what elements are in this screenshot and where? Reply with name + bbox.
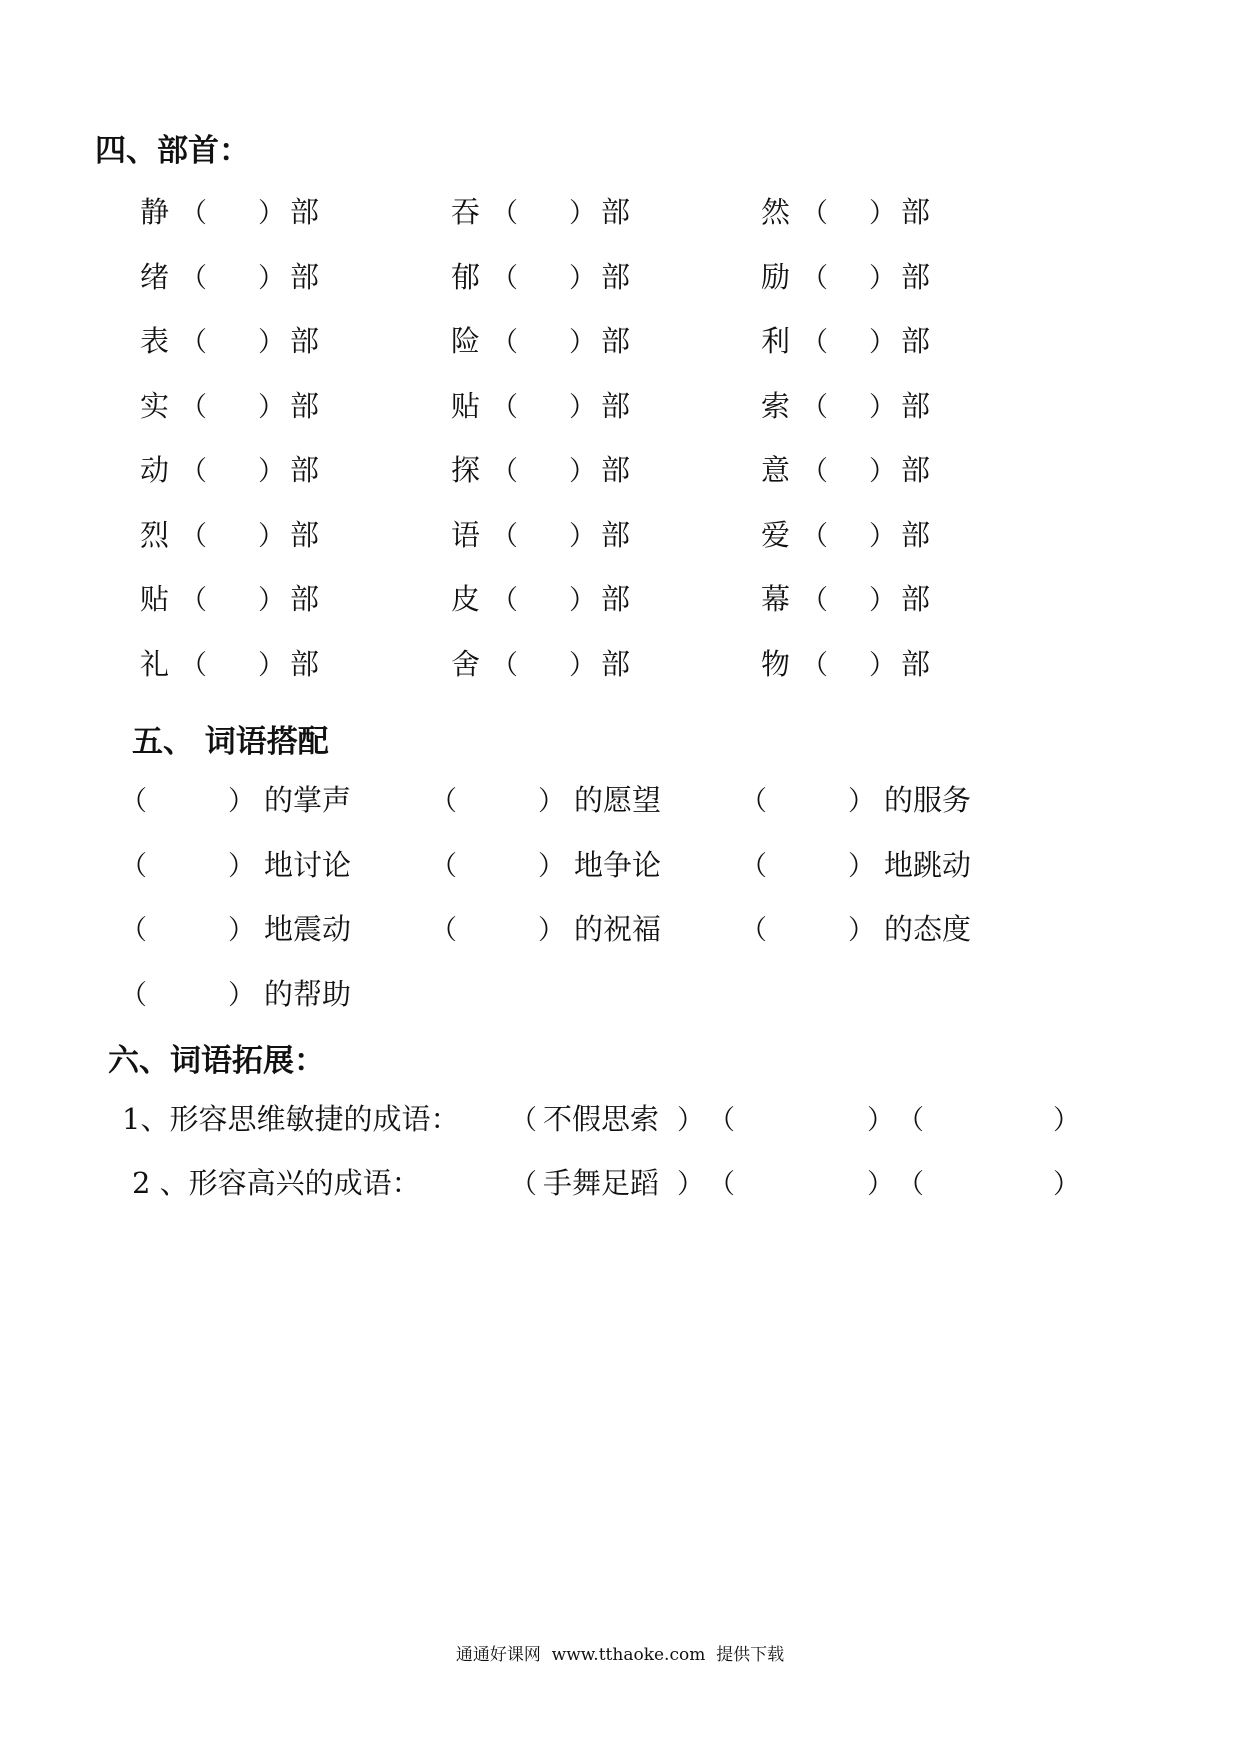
blank-open-paren: （ (801, 521, 828, 552)
section-4-heading: 四、部首： (95, 133, 250, 169)
page-footer: 通通好课网 www.tthaoke.com 提供下载 (455, 1645, 785, 1665)
blank-open-paren: （ (510, 1105, 537, 1136)
blank-close-paren: ） (569, 327, 596, 358)
blank-open-paren: （ (180, 650, 207, 681)
section-5-heading: 五、 词语搭配 (132, 724, 329, 760)
blank-open-paren: （ (510, 1169, 537, 1200)
blank-close-paren: ） (867, 1105, 894, 1136)
radical-suffix: 部 (290, 324, 320, 358)
blank-close-paren: ） (677, 1105, 704, 1136)
blank-close-paren: ） (258, 456, 285, 487)
radical-char: 语 (451, 518, 481, 552)
blank-open-paren: （ (491, 327, 518, 358)
blank-open-paren: （ (897, 1105, 924, 1136)
blank-close-paren: ） (258, 585, 285, 616)
blank-open-paren: （ (430, 915, 457, 946)
blank-close-paren: ） (848, 851, 875, 882)
match-word: 的帮助 (264, 977, 352, 1011)
radical-char: 绪 (140, 260, 170, 294)
blank-open-paren: （ (708, 1169, 735, 1200)
blank-open-paren: （ (430, 851, 457, 882)
radical-suffix: 部 (290, 647, 320, 681)
radical-char: 爱 (761, 518, 791, 552)
blank-open-paren: （ (740, 915, 767, 946)
idiom-label: 1、形容思维敏捷的成语： (122, 1102, 460, 1136)
blank-close-paren: ） (258, 198, 285, 229)
blank-close-paren: ） (869, 198, 896, 229)
radical-char: 郁 (451, 260, 481, 294)
match-word: 的掌声 (264, 783, 352, 817)
radical-suffix: 部 (290, 453, 320, 487)
radical-char: 贴 (140, 582, 170, 616)
radical-suffix: 部 (601, 453, 631, 487)
blank-close-paren: ） (569, 392, 596, 423)
blank-open-paren: （ (180, 392, 207, 423)
radical-char: 险 (451, 324, 481, 358)
blank-open-paren: （ (180, 456, 207, 487)
radical-char: 动 (140, 453, 170, 487)
blank-close-paren: ） (569, 585, 596, 616)
radical-char: 励 (761, 260, 791, 294)
radical-suffix: 部 (601, 389, 631, 423)
radical-suffix: 部 (601, 260, 631, 294)
blank-close-paren: ） (848, 786, 875, 817)
blank-open-paren: （ (801, 263, 828, 294)
blank-open-paren: （ (801, 198, 828, 229)
radical-char: 实 (140, 389, 170, 423)
blank-open-paren: （ (180, 263, 207, 294)
blank-open-paren: （ (801, 392, 828, 423)
blank-open-paren: （ (801, 585, 828, 616)
blank-close-paren: ） (867, 1169, 894, 1200)
blank-open-paren: （ (491, 263, 518, 294)
idiom-example: 不假思索 (543, 1102, 660, 1136)
radical-char: 利 (761, 324, 791, 358)
blank-open-paren: （ (801, 650, 828, 681)
blank-close-paren: ） (258, 263, 285, 294)
blank-close-paren: ） (1053, 1105, 1080, 1136)
radical-char: 静 (140, 195, 170, 229)
blank-open-paren: （ (180, 521, 207, 552)
radical-char: 索 (761, 389, 791, 423)
match-word: 的服务 (884, 783, 972, 817)
radical-suffix: 部 (601, 582, 631, 616)
blank-close-paren: ） (258, 392, 285, 423)
radical-suffix: 部 (901, 582, 931, 616)
idiom-example: 手舞足蹈 (543, 1166, 660, 1200)
blank-open-paren: （ (801, 456, 828, 487)
blank-open-paren: （ (120, 980, 147, 1011)
blank-close-paren: ） (538, 786, 565, 817)
radical-suffix: 部 (601, 647, 631, 681)
section-6-heading: 六、词语拓展： (108, 1043, 325, 1079)
blank-open-paren: （ (801, 327, 828, 358)
radical-suffix: 部 (601, 518, 631, 552)
blank-open-paren: （ (491, 650, 518, 681)
blank-close-paren: ） (569, 456, 596, 487)
blank-close-paren: ） (569, 650, 596, 681)
blank-close-paren: ） (869, 392, 896, 423)
blank-close-paren: ） (869, 650, 896, 681)
blank-open-paren: （ (120, 786, 147, 817)
match-word: 地跳动 (884, 848, 972, 882)
blank-open-paren: （ (491, 521, 518, 552)
radical-char: 礼 (140, 647, 170, 681)
blank-close-paren: ） (677, 1169, 704, 1200)
blank-close-paren: ） (538, 851, 565, 882)
blank-open-paren: （ (740, 786, 767, 817)
radical-suffix: 部 (290, 260, 320, 294)
radical-suffix: 部 (901, 389, 931, 423)
blank-open-paren: （ (180, 585, 207, 616)
blank-open-paren: （ (708, 1105, 735, 1136)
blank-close-paren: ） (869, 521, 896, 552)
blank-close-paren: ） (258, 521, 285, 552)
radical-char: 贴 (451, 389, 481, 423)
radical-suffix: 部 (601, 195, 631, 229)
blank-close-paren: ） (228, 915, 255, 946)
radical-char: 幕 (761, 582, 791, 616)
blank-close-paren: ） (848, 915, 875, 946)
blank-close-paren: ） (228, 786, 255, 817)
blank-open-paren: （ (740, 851, 767, 882)
blank-open-paren: （ (491, 198, 518, 229)
radical-suffix: 部 (290, 195, 320, 229)
match-word: 地争论 (574, 848, 662, 882)
blank-open-paren: （ (180, 198, 207, 229)
radical-suffix: 部 (901, 453, 931, 487)
match-word: 地震动 (264, 912, 352, 946)
idiom-label: 2 、形容高兴的成语： (132, 1166, 421, 1200)
blank-close-paren: ） (569, 263, 596, 294)
radical-char: 皮 (451, 582, 481, 616)
blank-close-paren: ） (569, 521, 596, 552)
blank-close-paren: ） (1053, 1169, 1080, 1200)
match-word: 地讨论 (264, 848, 352, 882)
blank-close-paren: ） (228, 851, 255, 882)
blank-close-paren: ） (228, 980, 255, 1011)
radical-suffix: 部 (901, 195, 931, 229)
blank-close-paren: ） (869, 456, 896, 487)
blank-close-paren: ） (538, 915, 565, 946)
blank-close-paren: ） (869, 585, 896, 616)
radical-char: 烈 (140, 518, 170, 552)
match-word: 的祝福 (574, 912, 662, 946)
radical-suffix: 部 (601, 324, 631, 358)
radical-char: 舍 (451, 647, 481, 681)
radical-char: 然 (761, 195, 791, 229)
radical-char: 吞 (451, 195, 481, 229)
blank-close-paren: ） (258, 327, 285, 358)
radical-char: 意 (761, 453, 791, 487)
radical-suffix: 部 (290, 389, 320, 423)
blank-close-paren: ） (869, 263, 896, 294)
radical-char: 物 (761, 647, 791, 681)
radical-char: 表 (140, 324, 170, 358)
blank-open-paren: （ (180, 327, 207, 358)
blank-open-paren: （ (120, 915, 147, 946)
radical-suffix: 部 (901, 324, 931, 358)
blank-open-paren: （ (897, 1169, 924, 1200)
radical-char: 探 (451, 453, 481, 487)
blank-open-paren: （ (491, 585, 518, 616)
blank-open-paren: （ (120, 851, 147, 882)
blank-open-paren: （ (491, 456, 518, 487)
match-word: 的态度 (884, 912, 972, 946)
blank-close-paren: ） (258, 650, 285, 681)
radical-suffix: 部 (901, 518, 931, 552)
radical-suffix: 部 (901, 260, 931, 294)
match-word: 的愿望 (574, 783, 662, 817)
blank-open-paren: （ (491, 392, 518, 423)
blank-close-paren: ） (869, 327, 896, 358)
radical-suffix: 部 (290, 582, 320, 616)
radical-suffix: 部 (290, 518, 320, 552)
radical-suffix: 部 (901, 647, 931, 681)
blank-close-paren: ） (569, 198, 596, 229)
blank-open-paren: （ (430, 786, 457, 817)
